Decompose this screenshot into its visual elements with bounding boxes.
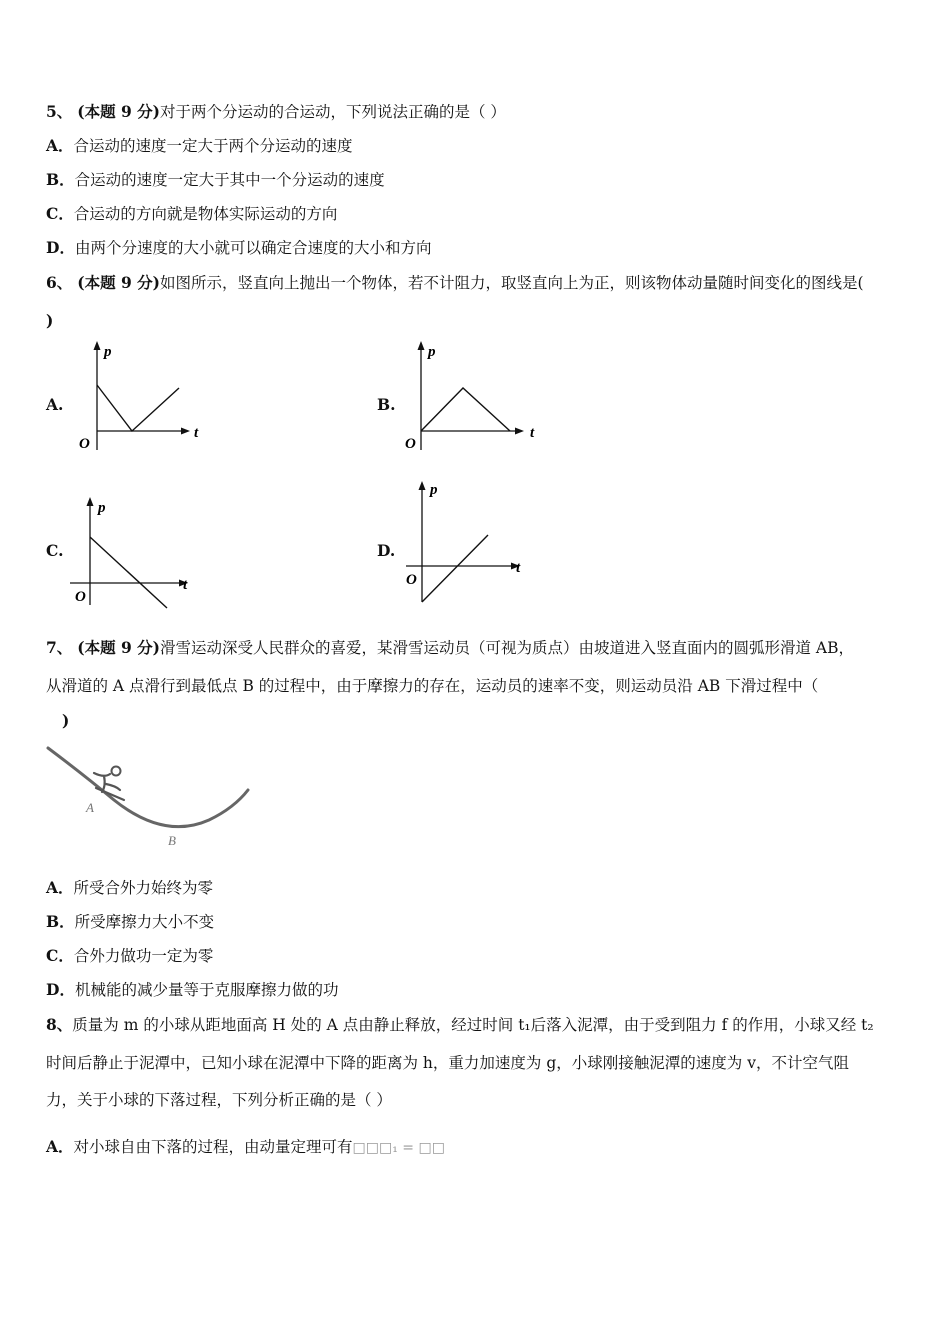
point-a-label: A <box>86 800 94 815</box>
q7-stem-line2: 从滑道的 A 点滑行到最低点 B 的过程中，由于摩擦力的存在，运动员的速率不变，则运动员沿 AB 下滑过程中（ <box>46 677 819 695</box>
q5-option-a <box>46 136 353 156</box>
q8-stem-line3: 力，关于小球的下落过程，下列分析正确的是（ ） <box>46 1091 392 1109</box>
t-axis-label: t <box>516 560 521 576</box>
q8-option-a <box>46 1137 445 1158</box>
q8-stem-line2: 时间后静止于泥潭中，已知小球在泥潭中下降的距离为 h，重力加速度为 g，小球刚接触泥潭的速度为 v，不计空气阻 <box>46 1054 849 1072</box>
t-axis-label: t <box>530 425 535 441</box>
q8-stem-text: 质量为 m 的小球从距地面高 H 处的 A 点由静止释放，经过时间 t₁后落入泥潭，由于受到阻力 f 的作用，小球又经 t₂ <box>72 1016 874 1034</box>
option-label: A． <box>46 1137 74 1156</box>
x-axis-arrow-icon <box>515 428 524 435</box>
p-axis-label: p <box>428 344 436 360</box>
q5-option-c <box>46 204 337 224</box>
graph-a-label: A. <box>46 395 64 414</box>
option-text: 机械能的减少量等于克服摩擦力做的功 <box>74 981 339 999</box>
q8-number: 8、 <box>46 1015 73 1034</box>
q5-option-d <box>46 238 431 258</box>
graph-b <box>402 338 552 458</box>
q6-stem-text: 如图所示，竖直向上抛出一个物体，若不计阻力，取竖直向上为正，则该物体动量随时间变化的图线是( <box>159 274 864 292</box>
option-text: 对小球自由下落的过程，由动量定理可有 <box>73 1138 353 1156</box>
q6-stem-end: ) <box>46 311 54 330</box>
ski-slope-figure <box>44 740 256 850</box>
option-label: B． <box>46 170 75 189</box>
graph-c <box>70 490 210 615</box>
origin-label: O <box>406 572 417 588</box>
option-label: D． <box>46 238 75 257</box>
graph-d-line <box>422 535 488 602</box>
p-axis-label: p <box>98 500 106 516</box>
y-axis-arrow-icon <box>419 481 426 490</box>
graph-b-line <box>421 388 510 431</box>
t-axis-label: t <box>183 577 188 593</box>
graph-d <box>402 474 552 609</box>
y-axis-arrow-icon <box>87 497 94 506</box>
q7-option-b <box>46 912 214 932</box>
q6-stem <box>46 273 864 293</box>
t-axis-label: t <box>194 425 199 441</box>
q5-stem <box>46 102 506 122</box>
option-label: D． <box>46 980 75 999</box>
option-label: A． <box>46 878 74 897</box>
q8-stem-line1 <box>46 1015 874 1035</box>
graph-a-line <box>97 385 179 431</box>
q7-stem-text: 滑雪运动深受人民群众的喜爱，某滑雪运动员（可视为质点）由坡道进入竖直面内的圆弧形滑道 AB， <box>159 639 854 657</box>
option-text: 所受摩擦力大小不变 <box>74 913 215 931</box>
origin-label: O <box>75 589 86 605</box>
option-text: 合外力做功一定为零 <box>73 947 214 965</box>
option-label: B． <box>46 912 75 931</box>
q7-stem-end: ) <box>62 711 70 730</box>
q7-option-d <box>46 980 338 1000</box>
option-label: A． <box>46 136 74 155</box>
origin-label: O <box>405 436 416 452</box>
option-text: 合运动的方向就是物体实际运动的方向 <box>73 205 338 223</box>
option-text: 合运动的速度一定大于其中一个分运动的速度 <box>74 171 385 189</box>
graph-c-label: C. <box>46 541 64 560</box>
graph-b-label: B. <box>377 395 396 414</box>
q7-tag: (本题 9 分) <box>77 638 160 657</box>
p-axis-label: p <box>104 344 112 360</box>
y-axis-arrow-icon <box>418 341 425 350</box>
formula-placeholder: □□□₁ = □□ <box>352 1140 445 1156</box>
y-axis-arrow-icon <box>94 341 101 350</box>
q5-stem-text: 对于两个分运动的合运动，下列说法正确的是（ ） <box>159 103 506 121</box>
origin-label: O <box>79 436 90 452</box>
q6-number: 6、 <box>46 273 73 292</box>
graph-c-line <box>90 537 167 608</box>
q7-number: 7、 <box>46 638 73 657</box>
point-b-label: B <box>168 833 176 848</box>
q5-tag: (本题 9 分) <box>77 102 160 121</box>
option-text: 所受合外力始终为零 <box>73 879 214 897</box>
q5-option-b <box>46 170 385 190</box>
p-axis-label: p <box>430 482 438 498</box>
q5-number: 5、 <box>46 102 73 121</box>
q6-tag: (本题 9 分) <box>77 273 160 292</box>
x-axis-arrow-icon <box>181 428 190 435</box>
q7-option-a <box>46 878 213 898</box>
option-label: C． <box>46 946 74 965</box>
option-label: C． <box>46 204 74 223</box>
graph-d-label: D. <box>377 541 396 560</box>
q7-option-c <box>46 946 213 966</box>
graph-a <box>72 338 212 458</box>
option-text: 由两个分速度的大小就可以确定合速度的大小和方向 <box>74 239 432 257</box>
option-text: 合运动的速度一定大于两个分运动的速度 <box>73 137 353 155</box>
q7-stem-line1 <box>46 638 854 658</box>
slope-arc <box>48 748 248 827</box>
